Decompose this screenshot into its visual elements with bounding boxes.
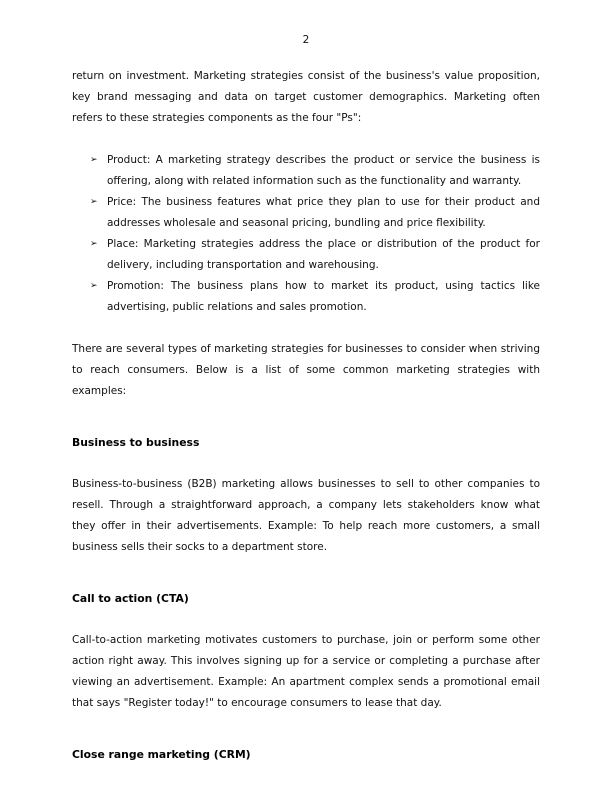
- strategies-intro-paragraph: There are several types of marketing strategies for businesses to consider when striving to reach consumers. Below is a list of some common marketing strategies with examples:: [72, 343, 540, 397]
- list-item: [90, 150, 540, 192]
- section-body: Business-to-business (B2B) marketing allows businesses to sell to other companies to resell. Through a straightforward approach, a company lets stakeholders know what they offer in their advertisements. Example: To help reach more customers, a small business sells their socks to a department store.: [72, 478, 540, 553]
- list-item-text: Promotion: The business plans how to market its product, using tactics like advertising, public relations and sales promotion.: [107, 280, 540, 313]
- section-close-range-marketing: [72, 744, 540, 765]
- section-heading: Close range marketing (CRM): [72, 748, 251, 761]
- section-heading: Business to business: [72, 436, 200, 449]
- intro-paragraph: return on investment. Marketing strategies consist of the business's value proposition, key brand messaging and data on target customer demographics. Marketing often refers to these strategies components as the four "Ps":: [72, 70, 540, 124]
- list-item: [90, 234, 540, 276]
- four-ps-list: [72, 150, 540, 318]
- section-call-to-action: [72, 588, 540, 714]
- section-body: Call-to-action marketing motivates customers to purchase, join or perform some other action right away. This involves signing up for a service or completing a purchase after viewing an advertisement. Example: An apartment complex sends a promotional email that says "Register today!" to encourage consumers to lease that day.: [72, 634, 540, 709]
- page-number: 2: [302, 34, 310, 46]
- list-item: [90, 276, 540, 318]
- bullet-arrow-icon: ➢: [90, 197, 98, 207]
- bullet-arrow-icon: ➢: [90, 281, 98, 291]
- list-item-text: Product: A marketing strategy describes the product or service the business is offering, along with related information such as the functionality and warranty.: [107, 154, 540, 187]
- list-item-text: Price: The business features what price they plan to use for their product and addresses wholesale and seasonal pricing, bundling and price flexibility.: [107, 196, 540, 229]
- section-business-to-business: [72, 432, 540, 558]
- list-item-text: Place: Marketing strategies address the place or distribution of the product for delivery, including transportation and warehousing.: [107, 238, 540, 271]
- list-item: [90, 192, 540, 234]
- bullet-arrow-icon: ➢: [90, 239, 98, 249]
- bullet-arrow-icon: ➢: [90, 155, 98, 165]
- section-heading: Call to action (CTA): [72, 592, 189, 605]
